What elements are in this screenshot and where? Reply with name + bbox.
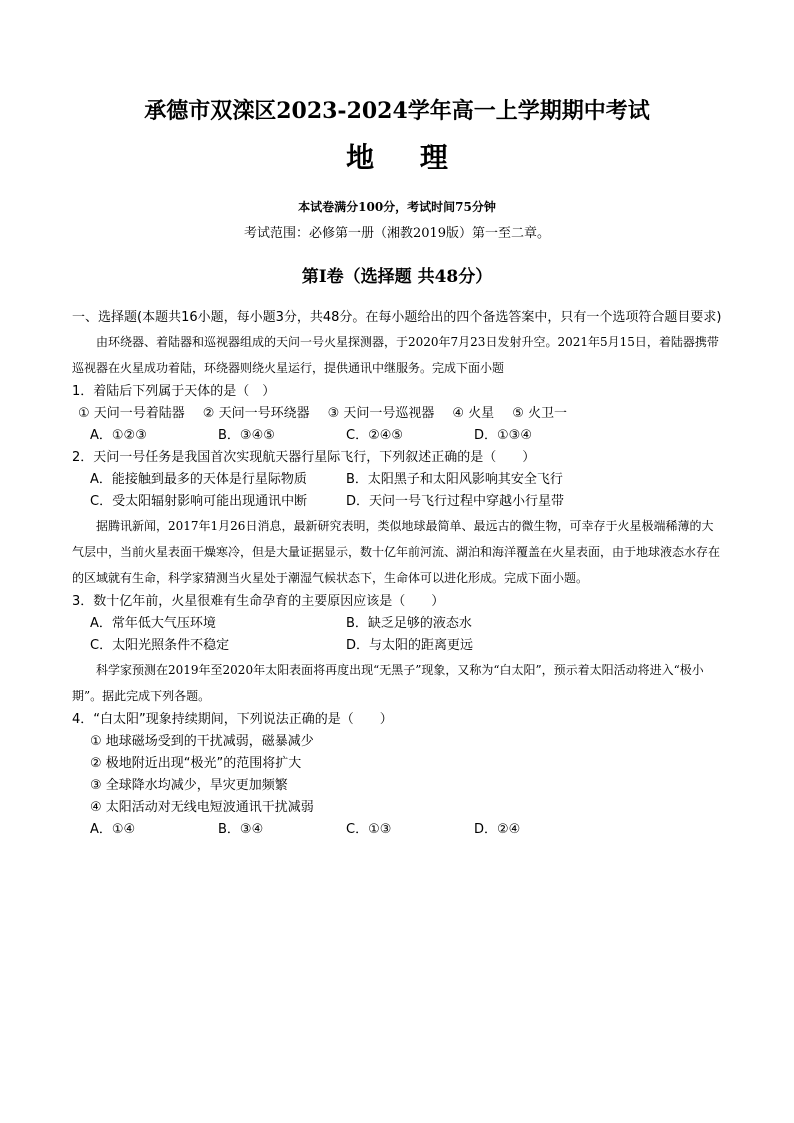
option-a: A．①④ bbox=[90, 822, 136, 837]
question-3-options-row1 bbox=[72, 613, 722, 635]
option-b: B．缺乏足够的液态水 bbox=[346, 616, 472, 631]
option-c: C．太阳光照条件不稳定 bbox=[90, 638, 230, 653]
section-title: 第Ⅰ卷（选择题 共48分） bbox=[301, 267, 493, 287]
exam-title: 承德市双滦区2023-2024学年高一上学期期中考试 bbox=[144, 98, 650, 124]
option-a: A．常年低大气压环境 bbox=[90, 616, 216, 631]
section-instructions: 一、选择题(本题共16小题，每小题3分，共48分。在每小题给出的四个备选答案中，只有一个选项符合题目要求) bbox=[72, 310, 722, 325]
question-1-options bbox=[72, 425, 722, 447]
question-1-stem: 1．着陆后下列属于天体的是（ ） bbox=[72, 384, 276, 399]
statement: ② 极地附近出现“极光”的范围将扩大 bbox=[90, 756, 302, 771]
subject-title: 地 理 bbox=[346, 141, 466, 174]
option-d: D．①③④ bbox=[474, 428, 532, 443]
statement: ④ 太阳活动对无线电短波通讯干扰减弱 bbox=[90, 800, 314, 815]
statement: ① 地球磁场受到的干扰减弱，磁暴减少 bbox=[90, 734, 314, 749]
option-b: B．③④⑤ bbox=[218, 428, 275, 443]
option-c: C．①③ bbox=[346, 822, 392, 837]
statement: ② 天问一号环绕器 bbox=[202, 406, 310, 421]
option-b: B．太阳黑子和太阳风影响其安全飞行 bbox=[346, 472, 563, 487]
option-a: A．能接触到最多的天体是行星际物质 bbox=[90, 472, 307, 487]
option-a: A．①②③ bbox=[90, 428, 147, 443]
question-3-options-row2 bbox=[72, 635, 722, 657]
exam-score-time: 本试卷满分100分，考试时间75分钟 bbox=[298, 200, 496, 214]
question-3-stem: 3．数十亿年前，火星很难有生命孕育的主要原因应该是（ ） bbox=[72, 594, 445, 609]
question-2-options-row1 bbox=[72, 469, 722, 491]
statement: ③ 天问一号巡视器 bbox=[327, 406, 435, 421]
statement: ④ 火星 bbox=[452, 406, 495, 421]
question-1-statements bbox=[72, 403, 722, 425]
passage-3: 科学家预测在2019年至2020年太阳表面将再度出现“无黑子”现象，又称为“白太阳”，预示着太阳活动将进入“极小期”。据此完成下列各题。 bbox=[72, 663, 704, 703]
statement: ① 天问一号着陆器 bbox=[78, 406, 185, 421]
statement: ③ 全球降水均减少，旱灾更加频繁 bbox=[90, 778, 288, 793]
question-2-options-row2 bbox=[72, 491, 722, 513]
question-4-options bbox=[72, 819, 722, 841]
option-c: C．受太阳辐射影响可能出现通讯中断 bbox=[90, 494, 308, 509]
exam-scope: 考试范围：必修第一册（湘教2019版）第一至二章。 bbox=[243, 226, 551, 241]
passage-2: 据腾讯新闻，2017年1月26日消息，最新研究表明，类似地球最简单、最远古的微生物，可幸存于火星极端稀薄的大气层中，当前火星表面干燥寒冷，但是大量证据显示，数十亿年前河流、湖泊和海洋覆盖在火星表面，由于地球液态水存在的区域就有生命，科学家猜测当火星处于潮湿气候状态下，生命体可以进化形成。完成下面小题。 bbox=[72, 519, 721, 585]
option-c: C．②④⑤ bbox=[346, 428, 404, 443]
question-2-stem: 2．天问一号任务是我国首次实现航天器行星际飞行，下列叙述正确的是（ ） bbox=[72, 450, 536, 465]
question-4-stem: 4．“白太阳”现象持续期间，下列说法正确的是（ ） bbox=[72, 712, 393, 727]
option-d: D．与太阳的距离更远 bbox=[346, 638, 474, 653]
passage-1: 由环绕器、着陆器和巡视器组成的天问一号火星探测器，于2020年7月23日发射升空。2021年5月15日，着陆器携带巡视器在火星成功着陆，环绕器则绕火星运行，提供通讯中继服务。完成下面小题 bbox=[72, 335, 719, 375]
option-b: B．③④ bbox=[218, 822, 264, 837]
statement: ⑤ 火卫一 bbox=[512, 406, 567, 421]
option-d: D．天问一号飞行过程中穿越小行星带 bbox=[346, 494, 565, 509]
option-d: D．②④ bbox=[474, 822, 521, 837]
question-area bbox=[72, 307, 722, 841]
